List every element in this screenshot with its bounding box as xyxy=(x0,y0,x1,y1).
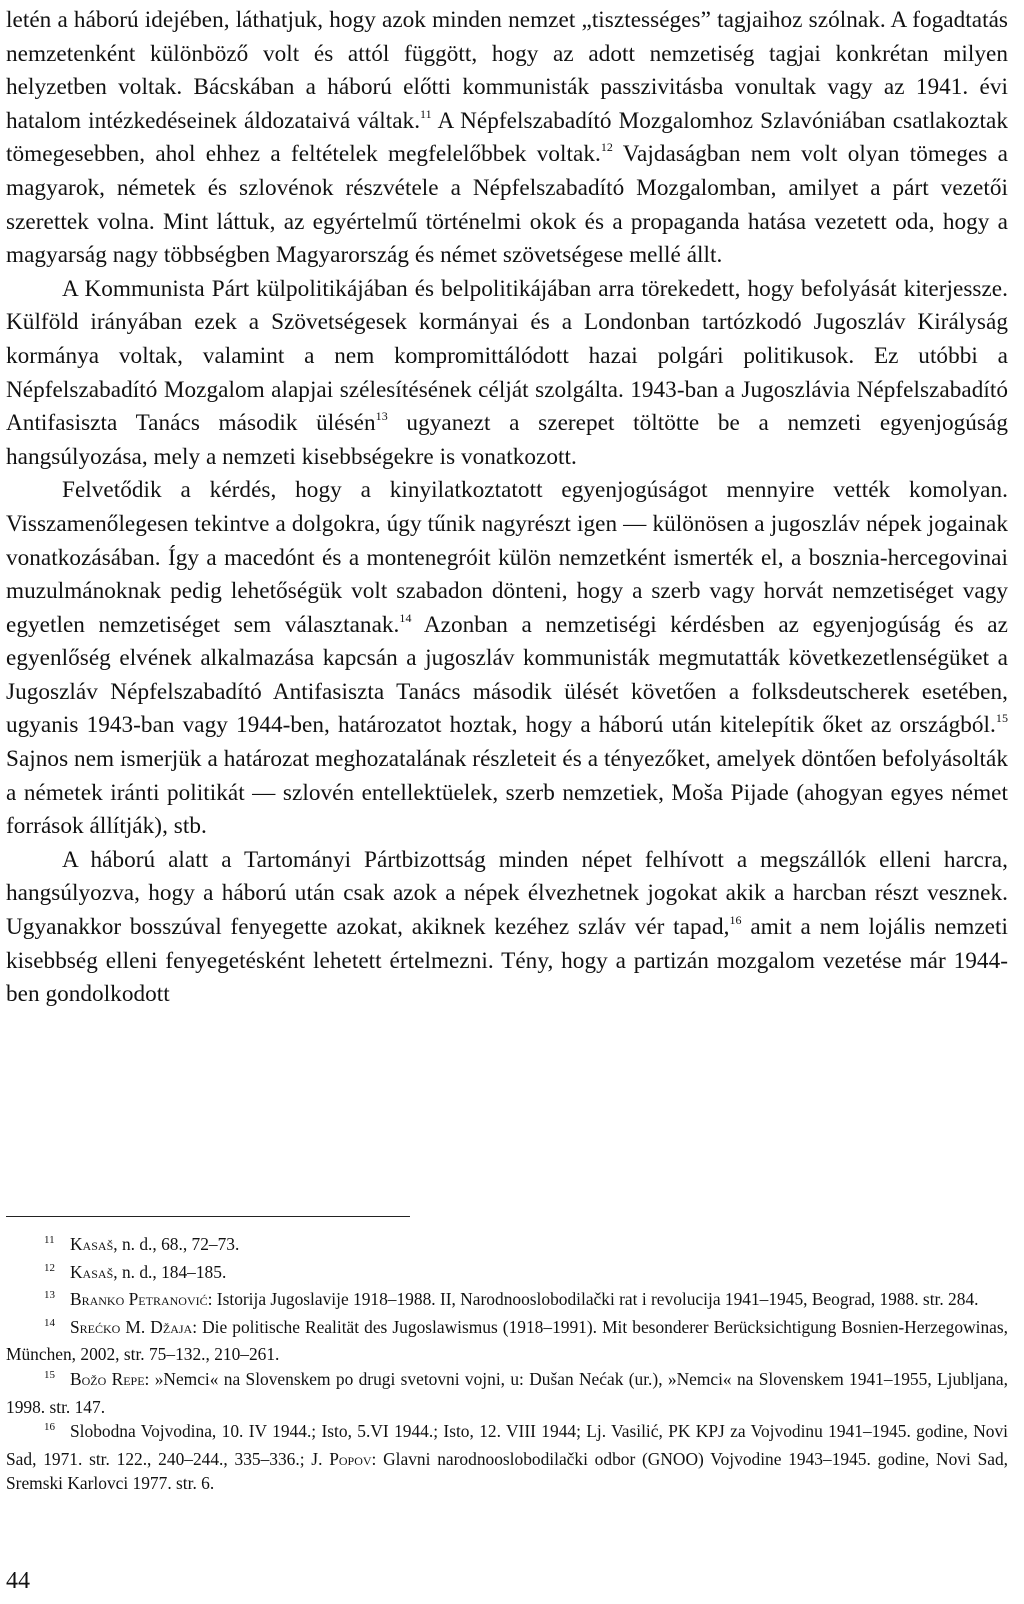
body-paragraph xyxy=(6,474,1008,844)
text-run: Felvetődik a kérdés, hogy a kinyilatkoztatott egyenjogúságot mennyire vették komolyan. Visszamenőlegesen tekintve a dolgokra, úgy tűnik nagyrészt igen — különösen a jugoszláv népek jogainak vonatkozásában. Így a macedónt és a montenegróit külön nemzetként ismerték el, a bosznia-hercegovinai muzulmánoknak pedig lehetőségük volt szabadon dönteni, hogy a szerb vagy horvát nemzetiséget vagy egyetlen nemzetiséget sem választanak. xyxy=(6,477,1008,638)
footnote-number: 13 xyxy=(44,1289,55,1302)
text-run: : »Nemci« na Slovenskem po drugi svetovni vojni, u: Dušan Nećak (ur.), »Nemci« na Slovenskem 1941–1955, Ljubljana, 1998. str. 147. xyxy=(6,1368,1008,1417)
footnote-number: 14 xyxy=(44,1316,55,1329)
text-run: Azonban a nemzetiségi kérdésben az egyenjogúság és az egyenlőség elvének alkalmazása kapcsán a jugoszláv kommunisták megmutatták következetlenségüket a Jugoszláv Népfelszabadító Antifasiszta Tanács második ülését követően a folksdeutscherek esetében, ugyanis 1943-ban vagy 1944-ben, határozatot hoztak, hogy a háború után kitelepítik őket az országból. xyxy=(6,611,1008,739)
footnote-number: 12 xyxy=(44,1261,55,1274)
footnote-number: 16 xyxy=(44,1421,55,1434)
footnotes xyxy=(6,1232,1008,1496)
text-run: letén a háború idejében, láthatjuk, hogy azok minden nemzet „tisztességes” tagjaihoz szólnak. A fogadtatás nemzetenként különböző volt és attól függött, hogy az adott nemzetiség tagjai konkrétan milyen helyzetben voltak. Bácskában a háború előtti kommunisták passzivitásba vonultak vagy az 1941. évi hatalom intézkedéseinek áldozataivá váltak. xyxy=(6,7,1008,134)
footnote-number: 15 xyxy=(44,1368,55,1381)
text-run: Slobodna Vojvodina, 10. IV 1944.; Isto, 5.VI 1944.; Isto, 12. VIII 1944; Lj. Vasilić, PK KPJ za Vojvodinu 1941–1945. godine, Novi Sad, 1971. str. 122., 240–244., 335–336.; J. xyxy=(6,1421,1008,1469)
text-run: A háború alatt a Tartományi Pártbizottság minden népet felhívott a megszállók elleni harcra, hangsúlyozva, hogy a háború után csak azok a népek élvezhetnek jogokat akik a harcban részt vesznek. Ugyanakkor bosszúval fenyegette azokat, akiknek kezéhez szláv vér tapad, xyxy=(6,846,1008,941)
text-run: : Die politische Realität des Jugoslawismus (1918–1991). Mit besonderer Berücksichtigung Bosnien-Herzegowinas, München, 2002, str. 75–132., 210–261. xyxy=(6,1316,1008,1365)
text-run: Vajdaságban nem volt olyan tömeges a magyarok, németek és szlovénok részvétele a Népfelszabadító Mozgalomban, amilyet a párt vezetői szerettek volna. Mint láttuk, az egyértelmű történelmi okok és a propaganda hatása vezetett oda, hogy a magyarság nagy többségben Magyarország és német szövetségese mellé állt. xyxy=(6,141,1008,269)
text-run: A Kommunista Párt külpolitikájában és belpolitikájában arra törekedett, hogy befolyását kiterjessze. Külföld irányában ezek a Szövetségesek kormányai és a Londonban tartózkodó Jugoszláv Királyság kormánya voltak, valamint a nem kompromittálódott hazai polgári politikusok. Ez utóbbi a Népfelszabadító Mozgalom alapjai szélesítésének célját szolgálta. 1943-ban a Jugoszlávia Népfelszabadító Antifasiszta Tanács második ülésén xyxy=(6,275,1008,437)
author-name: Srećko M. Džaja xyxy=(70,1316,193,1337)
body-paragraph xyxy=(6,844,1008,1012)
text-run: , n. d., 68., 72–73. xyxy=(113,1234,240,1254)
author-name: Branko Petranović xyxy=(70,1289,208,1310)
footnote-reference: 11 xyxy=(420,106,432,121)
footnote xyxy=(6,1315,1008,1367)
footnote-reference: 15 xyxy=(995,711,1008,726)
text-run: amit a nem lojális nemzeti kisebbség elleni fenyegetésként lehetett értelmezni. Tény, hogy a partizán mozgalom vezetése már 1944-ben gondolkodott xyxy=(6,914,1008,1008)
footnote xyxy=(6,1367,1008,1419)
text-run: , n. d., 184–185. xyxy=(113,1261,227,1282)
text-run: A Népfelszabadító Mozgalomhoz Szlavóniában csatlakoztak tömegesebben, ahol ehhez a feltételek megfelelőbbek voltak. xyxy=(6,107,1008,168)
text-run: : Glavni narodnooslobodilački odbor (GNOO) Vojvodine 1943–1945. godine, Novi Sad, Sremski Karlovci 1977. str. 6. xyxy=(6,1448,1009,1494)
footnote-divider xyxy=(6,1216,410,1217)
footnote-reference: 16 xyxy=(729,913,742,928)
footnote xyxy=(6,1419,1008,1496)
text-run: Sajnos nem ismerjük a határozat meghozatalának részleteit és a tényezőket, amelyek döntően befolyásolták a németek iránti politikát — szlovén entellektüelek, szerb nemzetiek, Moša Pijade (ahogyan egyes német források állítják), stb. xyxy=(6,746,1008,840)
footnote xyxy=(6,1232,1008,1260)
footnote xyxy=(6,1260,1008,1288)
main-text xyxy=(6,4,1008,1012)
page-number: 44 xyxy=(6,1568,30,1594)
author-name: Popov xyxy=(329,1448,372,1469)
author-name: Kasaš xyxy=(70,1234,114,1254)
body-paragraph xyxy=(6,4,1008,273)
footnote-reference: 13 xyxy=(375,409,388,424)
body-paragraph xyxy=(6,273,1008,475)
author-name: Kasaš xyxy=(70,1261,114,1282)
text-run: : Istorija Jugoslavije 1918–1988. II, Narodnooslobodilački rat i revolucija 1941–1945, Beograd, 1988. str. 284. xyxy=(207,1289,979,1310)
footnote-reference: 12 xyxy=(600,140,613,155)
footnote-number: 11 xyxy=(44,1234,55,1246)
footnote xyxy=(6,1287,1008,1315)
book-page xyxy=(6,0,1008,1604)
text-run: ugyanezt a szerepet töltötte be a nemzeti egyenjogúság hangsúlyozása, mely a nemzeti kisebbségekre is vonatkozott. xyxy=(6,410,1008,470)
footnote-reference: 14 xyxy=(399,610,412,625)
author-name: Božo Repe xyxy=(70,1368,145,1389)
